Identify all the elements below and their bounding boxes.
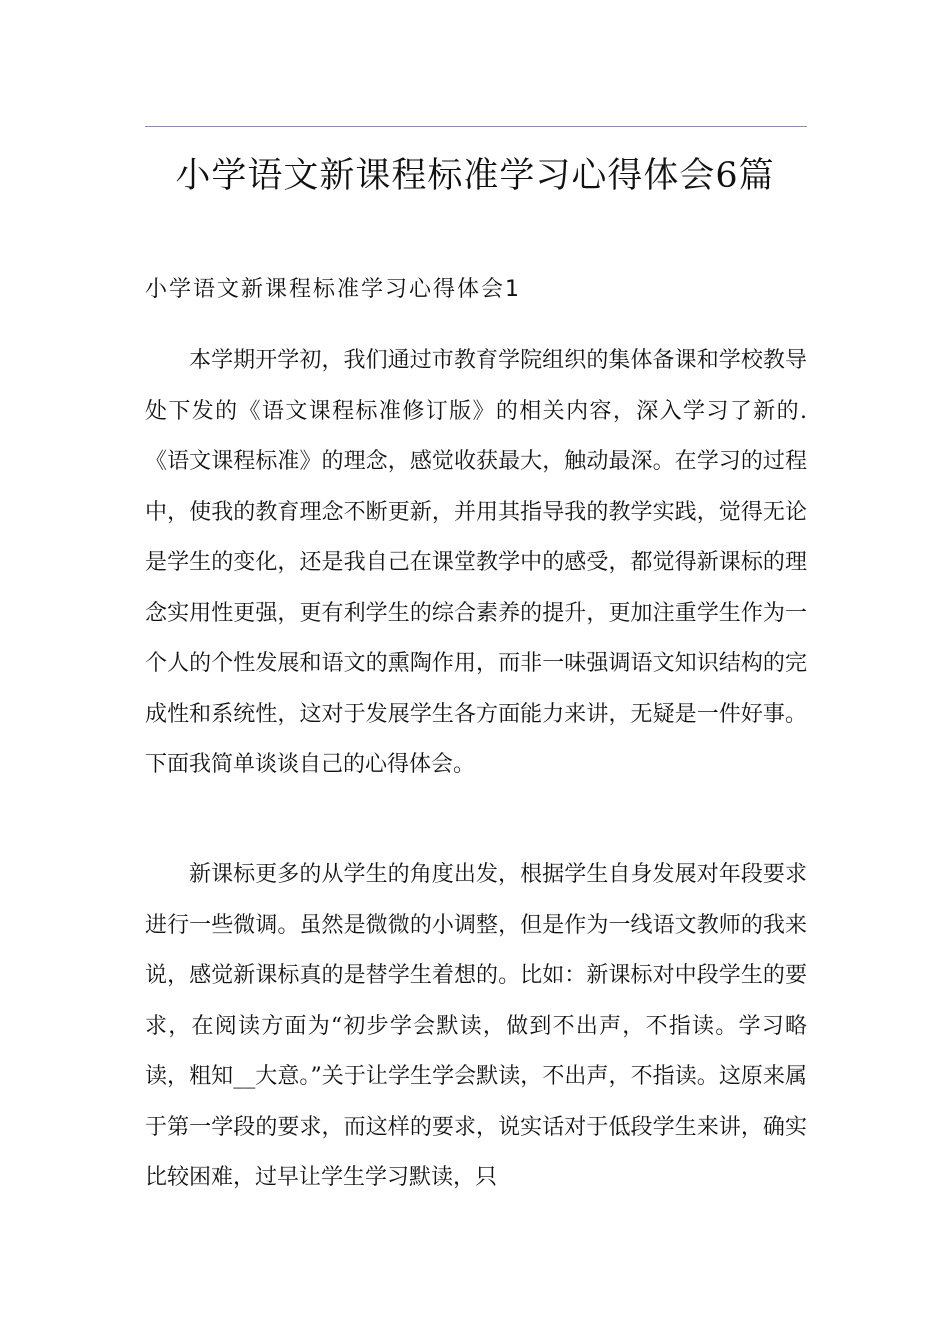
header-rule xyxy=(145,126,807,127)
section-heading: 小学语文新课程标准学习心得体会1 xyxy=(145,277,521,302)
document-title: 小学语文新课程标准学习心得体会6篇 xyxy=(175,156,775,196)
body-paragraph-1: 本学期开学初，我们通过市教育学院组织的集体备课和学校教导处下发的《语文课程标准修订版》的相关内容，深入学习了新的.《语文课程标准》的理念，感觉收获最大，触动最深。在学习的过程中，使我的教育理念不断更新，并用其指导我的教学实践，觉得无论是学生的变化，还是我自己在课堂教学中的感受，都觉得新课标的理念实用性更强，更有利学生的综合素养的提升，更加注重学生作为一个人的个性发展和语文的熏陶作用，而非一味强调语文知识结构的完成性和系统性，这对于发展学生各方面能力来讲，无疑是一件好事。下面我简单谈谈自己的心得体会。 xyxy=(145,348,807,777)
body-paragraph-2: 新课标更多的从学生的角度出发，根据学生自身发展对年段要求进行一些微调。虽然是微微的小调整，但是作为一线语文教师的我来说，感觉新课标真的是替学生着想的。比如：新课标对中段学生的要求，在阅读方面为“初步学会默读，做到不出声，不指读。学习略读，粗知__大意。”关于让学生学会默读，不出声，不指读。这原来属于第一学段的要求，而这样的要求，说实话对于低段学生来讲，确实比较困难，过早让学生学习默读，只 xyxy=(145,862,807,1190)
